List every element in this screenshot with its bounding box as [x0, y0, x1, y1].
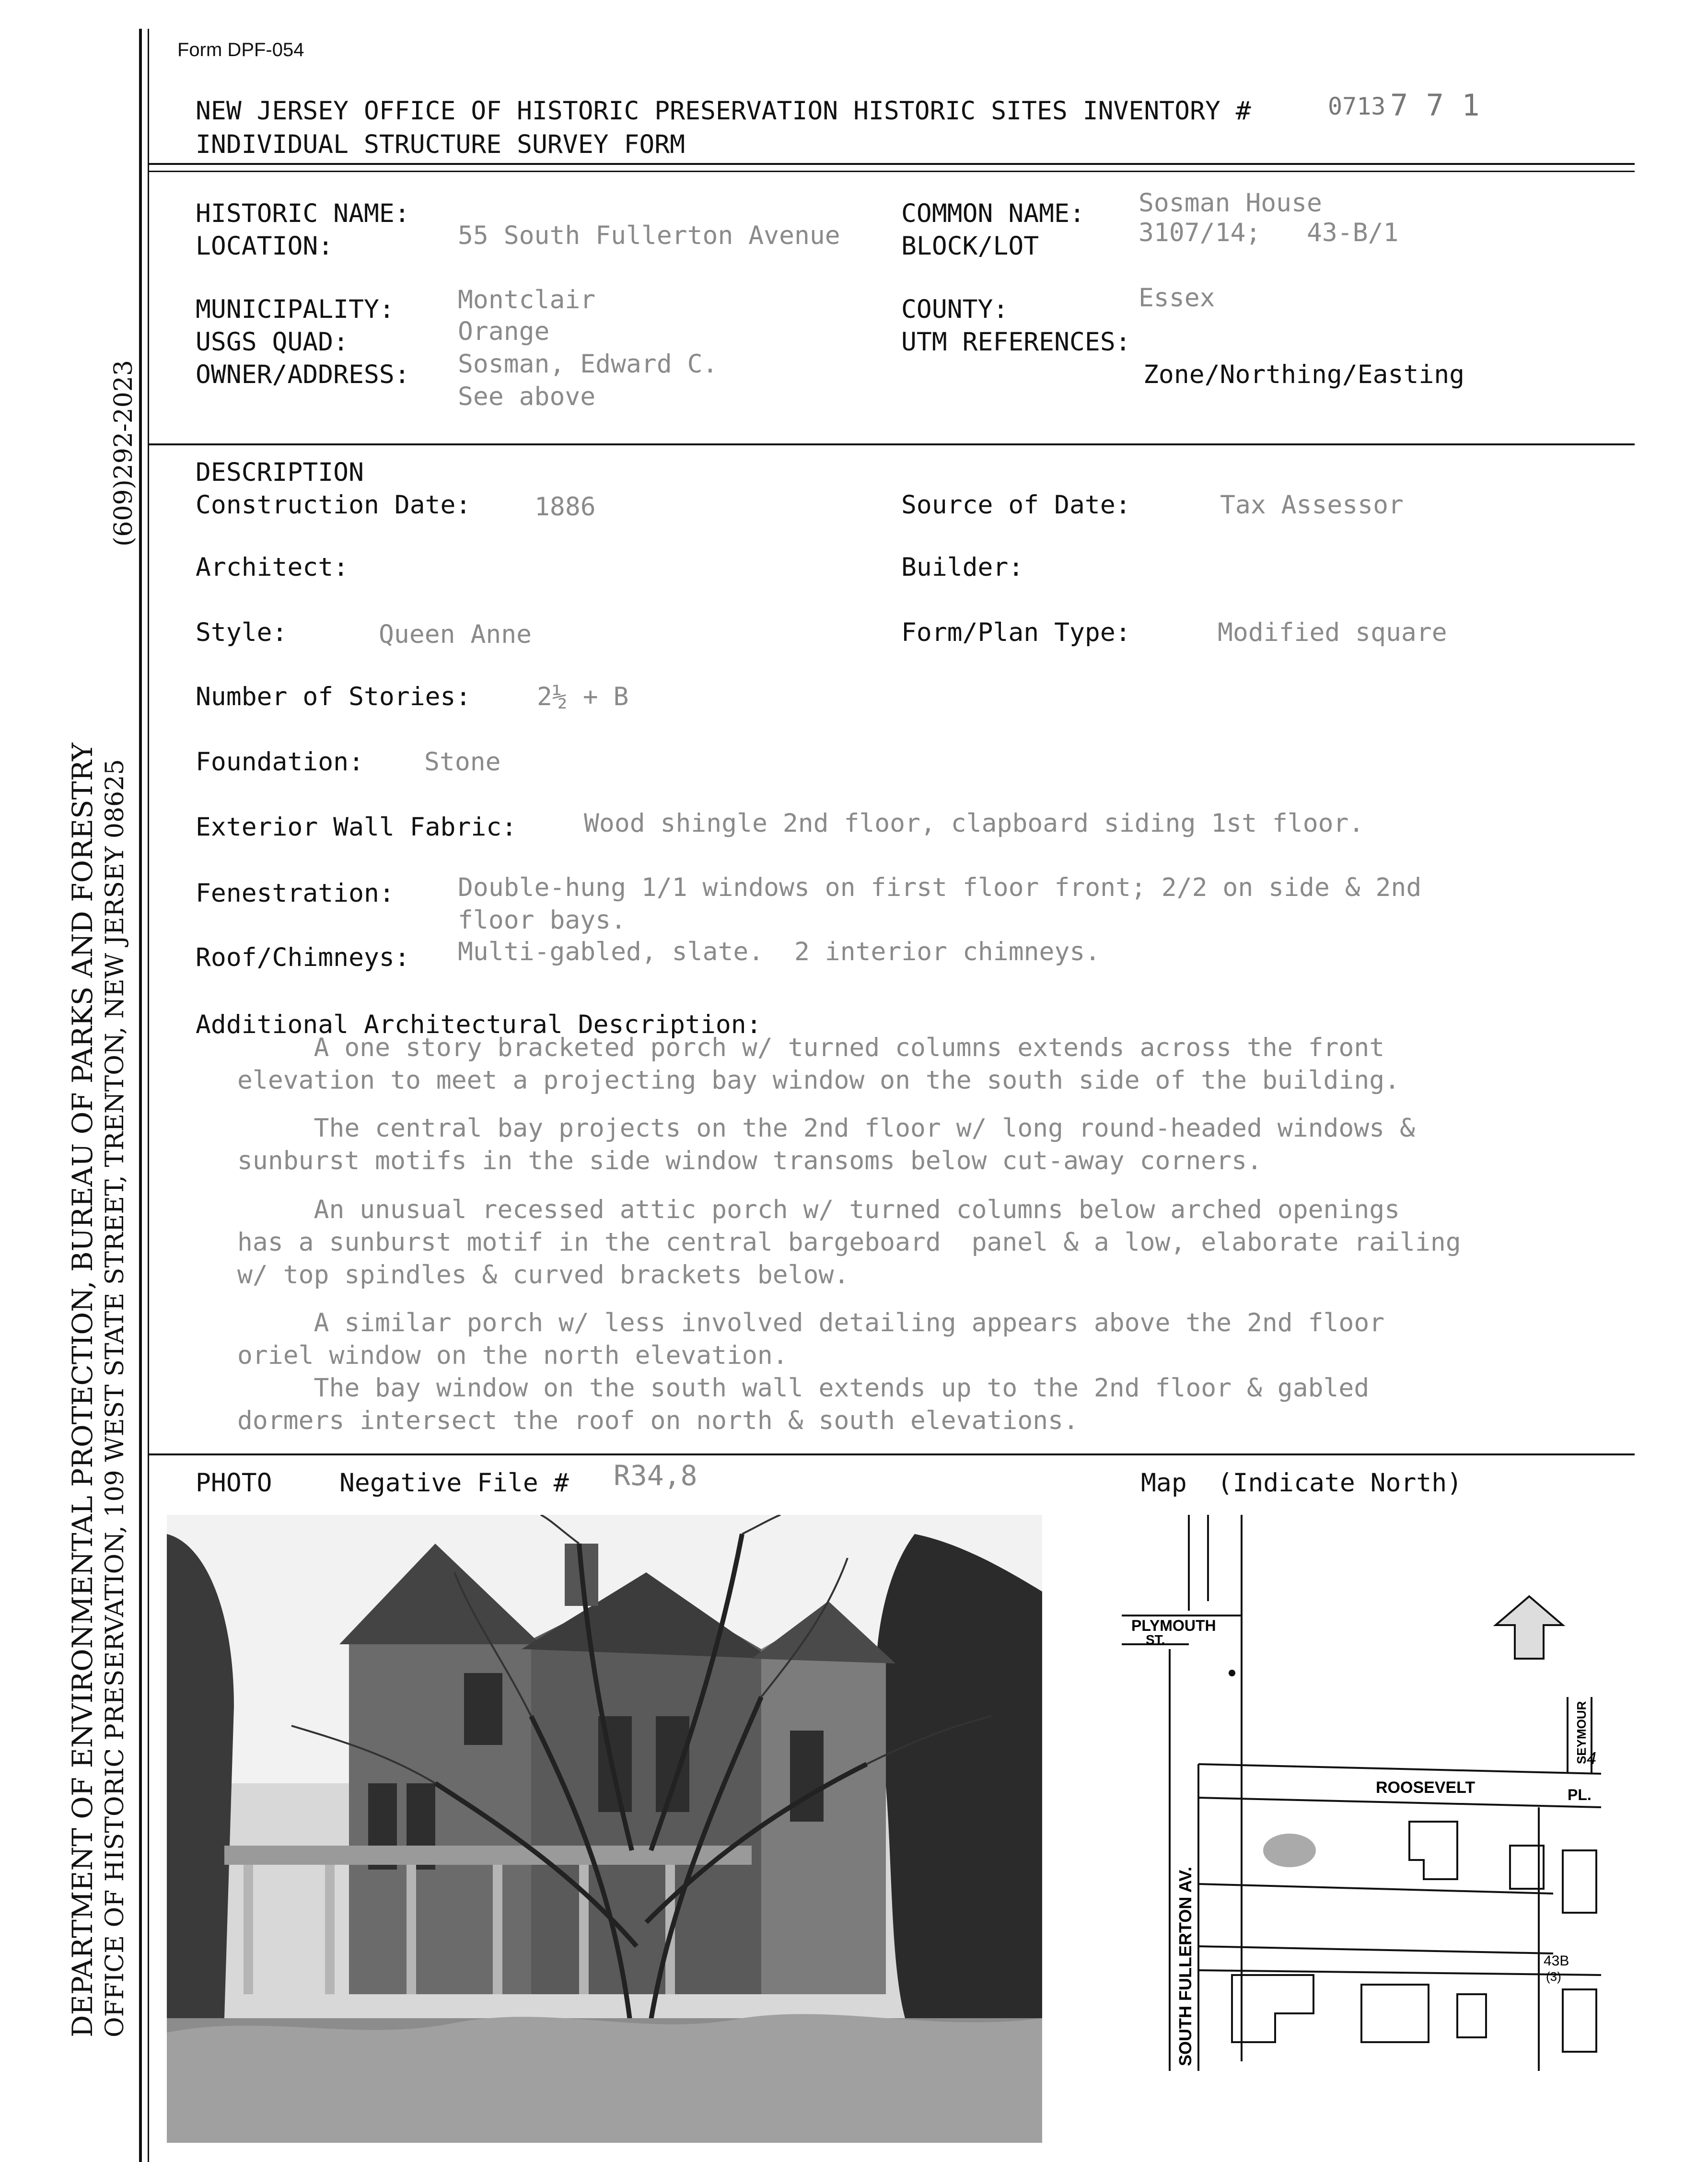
sidebar-phone: (609)292-2023 — [109, 360, 138, 546]
municipality-value: Montclair — [458, 285, 596, 314]
header-title: NEW JERSEY OFFICE OF HISTORIC PRESERVATION HISTORIC SITES INVENTORY # — [196, 96, 1251, 126]
county-value: Essex — [1139, 283, 1215, 313]
architect-label: Architect: — [196, 553, 349, 582]
map-label-seymour: SEYMOUR — [1574, 1701, 1589, 1764]
form-number: Form DPF-054 — [177, 39, 304, 60]
house-photo — [167, 1515, 1042, 2143]
description-paragraph: A one story bracketed porch w/ turned columns extends across the front elevation to meet a projecting bay window on the south side of the building. — [237, 1033, 1400, 1095]
header-rule-1 — [149, 163, 1635, 165]
common-name-label: COMMON NAME: — [901, 199, 1085, 228]
historic-name-label: HISTORIC NAME: — [196, 199, 410, 228]
left-border-outer — [139, 29, 142, 2162]
municipality-label: MUNICIPALITY: — [196, 295, 395, 324]
usgs-quad-label: USGS QUAD: — [196, 327, 349, 357]
foundation-label: Foundation: — [196, 747, 364, 777]
block-lot-label: BLOCK/LOT — [901, 232, 1039, 261]
description-paragraph: The central bay projects on the 2nd floor w/ long round-headed windows & sunburst motifs in the side window transoms below cut-away corners. — [237, 1114, 1415, 1175]
map-label-st: ST. — [1146, 1632, 1165, 1647]
foundation-value: Stone — [424, 747, 501, 777]
construction-date-label: Construction Date: — [196, 490, 471, 520]
construction-date-value: 1886 — [534, 492, 596, 522]
form-plan-value: Modified square — [1218, 618, 1447, 647]
map-label-south-fullerton: SOUTH FULLERTON AV. — [1175, 1866, 1195, 2066]
fenestration-value-line2: floor bays. — [458, 906, 626, 935]
header-rule-2 — [149, 171, 1635, 172]
source-of-date-value: Tax Assessor — [1220, 490, 1404, 520]
form-plan-label: Form/Plan Type: — [901, 618, 1131, 647]
location-label: LOCATION: — [196, 232, 334, 261]
section-rule-photo — [149, 1453, 1635, 1455]
description-paragraph: A similar porch w/ less involved detailing appears above the 2nd floor oriel window on the north elevation. The bay window on the south wall extends up to the 2nd floor & gabled dormers intersect the roof on north & south elevations. — [237, 1308, 1385, 1435]
utm-label: UTM REFERENCES: — [901, 327, 1131, 357]
inventory-prefix: 0713 — [1328, 93, 1386, 120]
map-label-plymouth: PLYMOUTH — [1131, 1617, 1216, 1634]
left-border-inner — [148, 29, 149, 2162]
common-name-value: Sosman House — [1139, 188, 1322, 218]
roof-label: Roof/Chimneys: — [196, 943, 410, 972]
additional-description-label: Additional Architectural Description: — [196, 1010, 762, 1039]
map-label-corner: 4 — [1587, 1748, 1597, 1768]
site-map — [1122, 1515, 1601, 2071]
roof-value: Multi-gabled, slate. 2 interior chimneys. — [458, 937, 1101, 966]
map-label-lot-43b: 43B — [1544, 1953, 1569, 1969]
photo-label: PHOTO — [196, 1468, 272, 1498]
map-label-lot-3: (3) — [1546, 1969, 1561, 1984]
owner-address-value: See above — [458, 382, 596, 411]
source-of-date-label: Source of Date: — [901, 490, 1131, 520]
negative-file-label: Negative File # — [339, 1468, 569, 1498]
section-rule-description — [149, 443, 1635, 445]
description-heading: DESCRIPTION — [196, 458, 364, 487]
utm-sub-label: Zone/Northing/Easting — [1143, 360, 1465, 389]
fenestration-value-line1: Double-hung 1/1 windows on first floor front; 2/2 on side & 2nd — [458, 873, 1422, 902]
usgs-quad-value: Orange — [458, 317, 550, 346]
stories-label: Number of Stories: — [196, 682, 471, 711]
wall-fabric-label: Exterior Wall Fabric: — [196, 813, 517, 842]
style-label: Style: — [196, 618, 288, 647]
map-label-pl: PL. — [1568, 1786, 1592, 1803]
header-subtitle: INDIVIDUAL STRUCTURE SURVEY FORM — [196, 130, 686, 159]
style-value: Queen Anne — [379, 620, 532, 649]
map-label: Map (Indicate North) — [1141, 1468, 1463, 1498]
owner-label: OWNER/ADDRESS: — [196, 360, 410, 389]
location-value: 55 South Fullerton Avenue — [458, 221, 840, 250]
inventory-number: 7 7 1 — [1390, 88, 1480, 123]
block-lot-value: 3107/14; 43-B/1 — [1139, 218, 1399, 247]
builder-label: Builder: — [901, 553, 1024, 582]
fenestration-label: Fenestration: — [196, 879, 395, 908]
negative-file-value: R34,8 — [614, 1459, 697, 1492]
description-paragraph: An unusual recessed attic porch w/ turned columns below arched openings has a sunburst motif in the central bargeboard panel & a low, elaborate railing w/ top spindles & curved brackets below. — [237, 1195, 1461, 1290]
stories-value: 2½ + B — [537, 682, 629, 711]
map-label-roosevelt: ROOSEVELT — [1376, 1778, 1476, 1797]
county-label: COUNTY: — [901, 295, 1009, 324]
sidebar-department: DEPARTMENT OF ENVIRONMENTAL PROTECTION, BUREAU OF PARKS AND FORESTRY — [66, 743, 99, 2037]
sidebar-office: OFFICE OF HISTORIC PRESERVATION, 109 WEST STATE STREET, TRENTON, NEW JERSEY 08625 — [101, 759, 129, 2037]
wall-fabric-value: Wood shingle 2nd floor, clapboard siding 1st floor. — [584, 809, 1364, 838]
owner-value: Sosman, Edward C. — [458, 349, 718, 379]
